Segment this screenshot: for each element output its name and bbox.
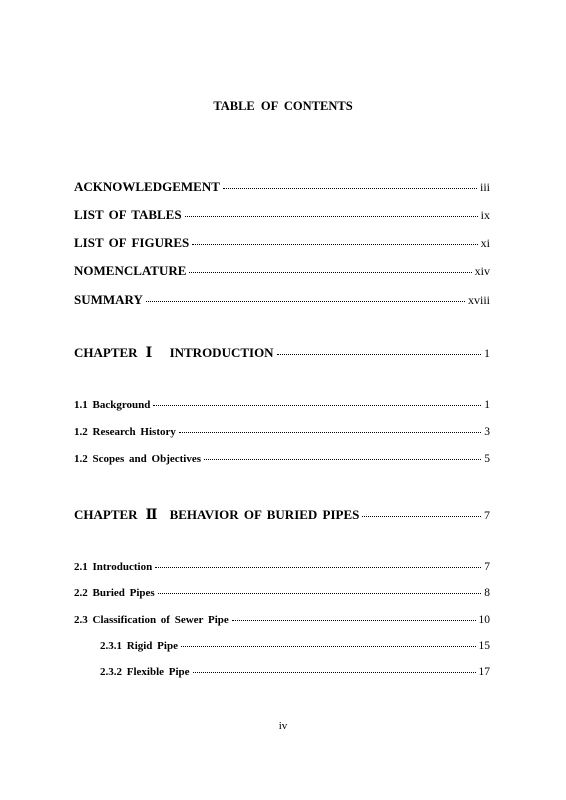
toc-entry-page: 8 [484, 587, 490, 599]
toc-entry-page: 17 [478, 666, 490, 678]
toc-entry-acknowledgement[interactable] [74, 180, 490, 193]
toc-entry-label: 1.1 Background [74, 399, 151, 411]
toc-entry-nomenclature[interactable] [74, 264, 490, 277]
dot-leader [155, 566, 481, 568]
page-number: iv [278, 720, 288, 732]
chapter-prefix: CHAPTER [74, 507, 138, 522]
toc-entry-page: 3 [484, 426, 490, 438]
toc-entry-page: iii [479, 180, 490, 194]
dot-leader [181, 645, 476, 647]
toc-entry-page: xi [480, 236, 490, 250]
dot-leader [158, 592, 482, 594]
toc-entry-label: 1.2 Research History [74, 426, 176, 438]
dot-leader [277, 353, 481, 355]
dot-leader [179, 431, 481, 433]
toc-chapter-1[interactable] [74, 346, 490, 361]
chapter-numeral: Ⅱ [145, 508, 158, 523]
toc-entry-label: 2.2 Buried Pipes [74, 587, 155, 599]
toc-section-2-3-2[interactable] [100, 667, 490, 679]
toc-entry-page: ix [480, 208, 490, 222]
dot-leader [204, 458, 481, 460]
toc-section-2-3[interactable] [74, 615, 490, 627]
dot-leader [185, 215, 478, 217]
toc-entry-label: 2.3.2 Flexible Pipe [100, 666, 190, 678]
toc-section-2-1[interactable] [74, 562, 490, 574]
toc-entry-label: 1.2 Scopes and Objectives [74, 453, 201, 465]
toc-entry-page: xviii [467, 293, 490, 307]
toc-entry-page: 1 [484, 346, 490, 360]
toc-chapter-2[interactable] [74, 508, 490, 523]
toc-entry-label: 2.3.1 Rigid Pipe [100, 640, 178, 652]
dot-leader [146, 300, 465, 302]
toc-entry-page: 1 [484, 399, 490, 411]
toc-entry-page: 7 [484, 508, 490, 522]
dot-leader [232, 619, 476, 621]
toc-entry-label: 2.1 Introduction [74, 561, 153, 573]
dot-leader [192, 243, 477, 245]
dot-leader [189, 271, 471, 273]
chapter-numeral: Ⅰ [145, 346, 153, 361]
toc-section-2-3-1[interactable] [100, 641, 490, 653]
toc-entry-page: 5 [484, 453, 490, 465]
toc-entry-page: 7 [484, 561, 490, 573]
toc-entry-list-of-figures[interactable] [74, 236, 490, 249]
toc-section-1-1[interactable] [74, 400, 490, 412]
toc-section-1-2[interactable] [74, 427, 490, 439]
dot-leader [153, 404, 481, 406]
chapter-heading [74, 508, 359, 523]
toc-entry-label: NOMENCLATURE [74, 263, 187, 278]
dot-leader [223, 187, 477, 189]
toc-section-2-2[interactable] [74, 588, 490, 600]
toc-section-1-3[interactable] [74, 454, 490, 466]
toc-entry-label: SUMMARY [74, 292, 143, 307]
chapter-heading [74, 346, 274, 361]
chapter-prefix: CHAPTER [74, 345, 138, 360]
toc-entry-page: 10 [478, 614, 490, 626]
toc-entry-label: 2.3 Classification of Sewer Pipe [74, 614, 229, 626]
toc-entry-page: 15 [478, 640, 490, 652]
dot-leader [362, 515, 481, 517]
toc-entry-page: xiv [474, 264, 490, 278]
toc-entry-label: LIST OF FIGURES [74, 235, 190, 250]
page-title: TABLE OF CONTENTS [213, 99, 353, 113]
dot-leader [193, 671, 476, 673]
toc-entry-label: ACKNOWLEDGEMENT [74, 179, 220, 194]
chapter-title: INTRODUCTION [169, 345, 274, 360]
toc-entry-list-of-tables[interactable] [74, 208, 490, 221]
chapter-title: BEHAVIOR OF BURIED PIPES [169, 507, 360, 522]
toc-entry-label: LIST OF TABLES [74, 207, 182, 222]
toc-entry-summary[interactable] [74, 293, 490, 306]
